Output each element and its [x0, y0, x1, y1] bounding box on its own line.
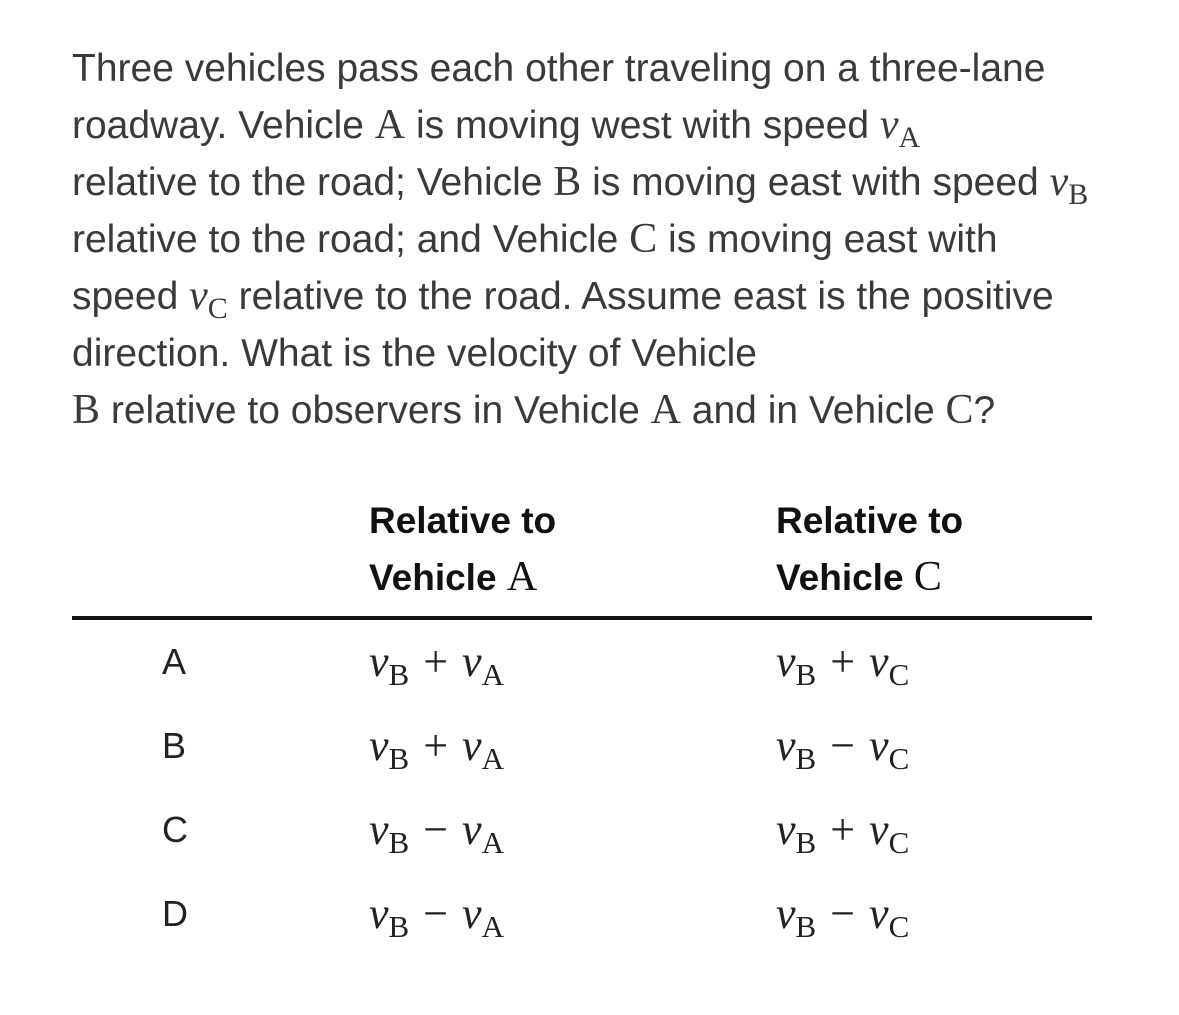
expr-var: v: [776, 889, 796, 938]
column-header-text: Vehicle: [369, 557, 507, 598]
question-part: and in Vehicle: [680, 389, 946, 432]
vehicle-a-symbol: A: [650, 387, 681, 433]
expr-op: +: [423, 721, 449, 770]
expr-var: v: [369, 805, 389, 854]
expr-var: v: [869, 637, 889, 686]
answer-options-table: [72, 492, 1092, 944]
expr-op: +: [423, 637, 449, 686]
expr-op: +: [830, 637, 856, 686]
expr-var: v: [462, 889, 482, 938]
expr-relative-to-a: [369, 872, 504, 966]
expr-var: v: [776, 721, 796, 770]
option-letter: B: [162, 725, 187, 766]
expr-op: −: [830, 721, 856, 770]
column-header-relative-to-c: [776, 492, 963, 606]
speed-symbol: v: [879, 102, 899, 148]
vehicle-c-symbol: C: [629, 216, 658, 262]
speed-symbol: v: [1049, 159, 1069, 205]
question-part: is moving east with speed: [581, 161, 1050, 204]
expr-var: v: [869, 889, 889, 938]
expr-relative-to-a: [369, 704, 504, 798]
option-row-c[interactable]: [72, 788, 1092, 872]
question-part: relative to the road. Assume east is the positive direction. What is the velocity of Vehicle: [72, 275, 1054, 375]
expr-op: −: [830, 889, 856, 938]
question-part: Three vehicles pass each other traveling on a three-lane roadway. Vehicle: [72, 47, 1046, 147]
option-row-b[interactable]: [72, 704, 1092, 788]
expr-var: v: [462, 637, 482, 686]
expr-var: v: [869, 805, 889, 854]
expr-sub: A: [481, 909, 504, 944]
speed-subscript-b: B: [1068, 178, 1089, 211]
question-part: relative to the road; Vehicle: [72, 161, 554, 204]
vehicle-b-symbol: B: [72, 387, 101, 433]
column-header-var: A: [506, 554, 538, 600]
question-part: relative to observers in Vehicle: [100, 389, 651, 432]
expr-var: v: [869, 721, 889, 770]
column-header-var: C: [913, 554, 942, 600]
expr-sub: B: [388, 657, 410, 692]
table-header: [72, 492, 1092, 612]
expr-sub: C: [888, 741, 910, 776]
expr-sub: B: [795, 741, 817, 776]
option-row-a[interactable]: [72, 620, 1092, 704]
expr-op: +: [830, 805, 856, 854]
expr-var: v: [776, 637, 796, 686]
column-header-line: Relative to: [776, 500, 964, 541]
column-header-line: [369, 549, 556, 606]
expr-var: v: [776, 805, 796, 854]
expr-sub: A: [481, 657, 504, 692]
vehicle-c-symbol: C: [945, 387, 974, 433]
expr-var: v: [462, 721, 482, 770]
speed-subscript-c: C: [207, 292, 228, 325]
option-letter: D: [162, 893, 188, 934]
expr-sub: C: [888, 825, 910, 860]
expr-sub: B: [388, 909, 410, 944]
expr-sub: B: [388, 825, 410, 860]
vehicle-b-symbol: B: [553, 159, 582, 205]
expr-sub: B: [795, 825, 817, 860]
expr-op: −: [423, 805, 449, 854]
column-header-relative-to-a: [369, 492, 556, 606]
expr-op: −: [423, 889, 449, 938]
expr-sub: C: [888, 657, 910, 692]
expr-relative-to-c: [776, 872, 909, 966]
expr-sub: A: [481, 741, 504, 776]
expr-relative-to-c: [776, 788, 909, 882]
column-header-line: [776, 549, 963, 606]
expr-var: v: [462, 805, 482, 854]
question-text: [72, 40, 1102, 439]
expr-relative-to-c: [776, 620, 909, 714]
expr-relative-to-a: [369, 620, 504, 714]
expr-sub: A: [481, 825, 504, 860]
option-row-d[interactable]: [72, 872, 1092, 956]
vehicle-a-symbol: A: [374, 102, 406, 148]
question-part: is moving west with speed: [405, 104, 880, 147]
speed-subscript-a: A: [898, 121, 921, 154]
question-part: relative to the road; and Vehicle: [72, 218, 630, 261]
expr-sub: B: [795, 909, 817, 944]
column-header-line: Relative to: [369, 500, 557, 541]
expr-sub: B: [388, 741, 410, 776]
expr-var: v: [369, 637, 389, 686]
expr-var: v: [369, 889, 389, 938]
speed-symbol: v: [189, 273, 208, 319]
question-part: is moving east with speed: [72, 218, 998, 318]
option-letter: C: [162, 809, 188, 850]
expr-relative-to-c: [776, 704, 909, 798]
expr-sub: C: [888, 909, 910, 944]
option-letter: A: [162, 641, 187, 682]
expr-sub: B: [795, 657, 817, 692]
expr-relative-to-a: [369, 788, 504, 882]
column-header-text: Vehicle: [776, 557, 914, 598]
question-part: ?: [973, 389, 996, 432]
expr-var: v: [369, 721, 389, 770]
